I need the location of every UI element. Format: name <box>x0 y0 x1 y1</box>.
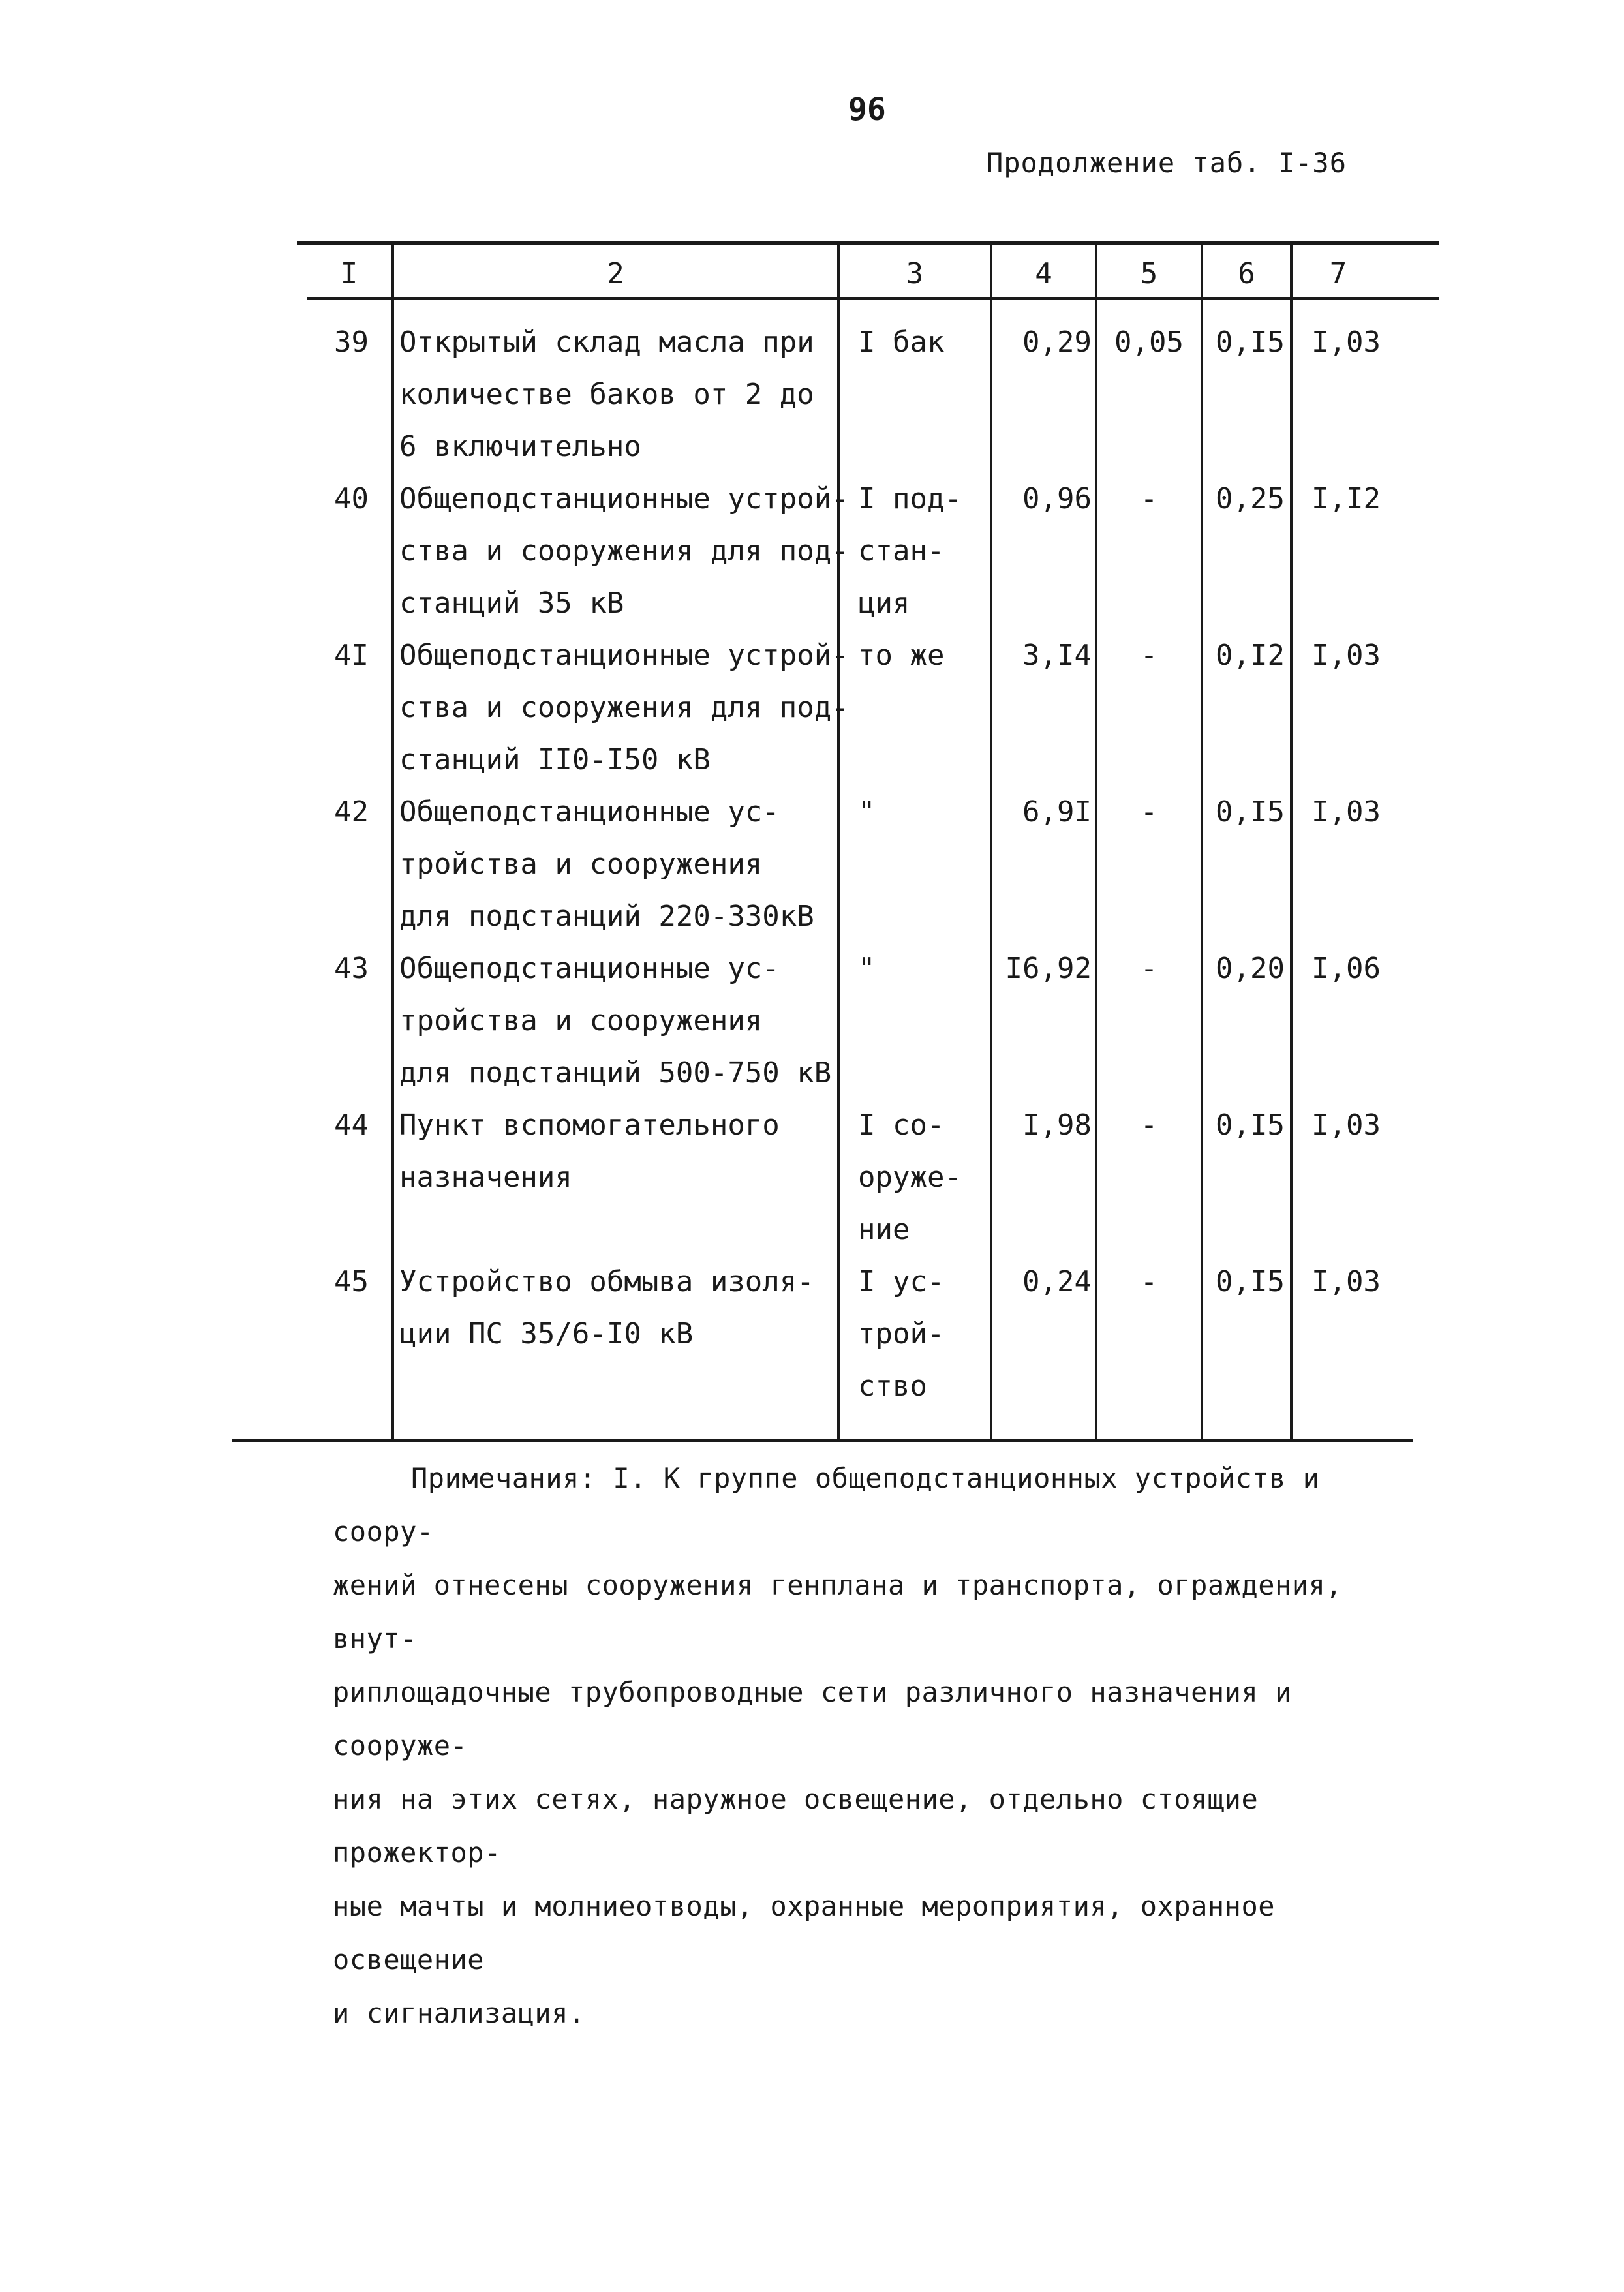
row-name-line: Общеподстанционные ус- <box>399 795 780 829</box>
row-number: 40 <box>334 482 369 515</box>
value-col5: - <box>1140 1108 1158 1142</box>
row-unit-line: ние <box>858 1213 910 1246</box>
row-name-line: количестве баков от 2 до <box>399 378 814 411</box>
row-name-line: Открытый склад масла при <box>399 326 814 359</box>
column-divider <box>1290 243 1293 1439</box>
value-col5: - <box>1140 482 1158 515</box>
row-name-line: 6 включительно <box>399 430 641 463</box>
header-cell: 2 <box>607 257 624 290</box>
header-cell: 3 <box>906 257 924 290</box>
row-name-line: назначения <box>399 1161 572 1194</box>
value-col4: 6,9I <box>1022 795 1092 829</box>
row-number: 42 <box>334 795 369 829</box>
value-col7: I,06 <box>1311 952 1381 985</box>
row-name-line: Устройство обмыва изоля- <box>399 1265 814 1298</box>
row-unit-line: оруже- <box>858 1161 962 1194</box>
row-number: 45 <box>334 1265 369 1298</box>
value-col7: I,03 <box>1311 1108 1381 1142</box>
row-name-line: станций 35 кВ <box>399 587 624 620</box>
row-name-line: Пункт вспомогательного <box>399 1108 780 1142</box>
row-number: 44 <box>334 1108 369 1142</box>
row-unit-line: ция <box>858 587 910 620</box>
value-col6: 0,I5 <box>1216 795 1285 829</box>
row-number: 39 <box>334 326 369 359</box>
note-line: ния на этих сетях, наружное освещение, отдельно стоящие прожектор- <box>333 1783 1259 1869</box>
row-number: 4I <box>334 639 369 672</box>
row-unit-line: то же <box>858 639 945 672</box>
row-name-line: Общеподстанционные устрой- <box>399 482 849 515</box>
value-col4: 0,24 <box>1022 1265 1092 1298</box>
value-col6: 0,I5 <box>1216 326 1285 359</box>
value-col5: - <box>1140 639 1158 672</box>
row-name-line: для подстанций 220-330кВ <box>399 900 814 933</box>
value-col7: I,03 <box>1311 795 1381 829</box>
value-col7: I,03 <box>1311 639 1381 672</box>
row-unit-line: I бак <box>858 326 945 359</box>
value-col4: 0,29 <box>1022 326 1092 359</box>
header-cell: 7 <box>1329 257 1347 290</box>
note-line: ные мачты и молниеотводы, охранные мероприятия, охранное освещение <box>333 1890 1276 1976</box>
value-col6: 0,25 <box>1216 482 1285 515</box>
row-name-line: ства и сооружения для под- <box>399 534 849 568</box>
value-col7: I,03 <box>1311 1265 1381 1298</box>
table-top-rule <box>297 241 1439 245</box>
row-name-line: Общеподстанционные ус- <box>399 952 780 985</box>
row-name-line: ции ПС 35/6-I0 кВ <box>399 1317 694 1351</box>
table-bottom-rule <box>232 1439 1413 1442</box>
note-line: и сигнализация. <box>333 1997 585 2029</box>
row-unit-line: ство <box>858 1369 927 1403</box>
value-col6: 0,20 <box>1216 952 1285 985</box>
row-name-line: тройства и сооружения <box>399 848 763 881</box>
page-number: 96 <box>848 91 886 128</box>
value-col4: I,98 <box>1022 1108 1092 1142</box>
row-unit-line: I под- <box>858 482 962 515</box>
row-unit-line: стан- <box>858 534 945 568</box>
value-col4: 3,I4 <box>1022 639 1092 672</box>
column-divider <box>391 243 394 1439</box>
row-name-line: для подстанций 500-750 кВ <box>399 1056 832 1090</box>
header-cell: 5 <box>1140 257 1158 290</box>
value-col5: - <box>1140 1265 1158 1298</box>
header-cell: I <box>340 257 358 290</box>
value-col6: 0,I5 <box>1216 1108 1285 1142</box>
value-col5: - <box>1140 795 1158 829</box>
column-divider <box>837 243 840 1439</box>
table-continuation-caption: Продолжение таб. I-36 <box>986 147 1347 179</box>
table-notes <box>333 1452 1416 2040</box>
value-col7: I,03 <box>1311 326 1381 359</box>
row-unit-line: I со- <box>858 1108 945 1142</box>
row-name-line: станций II0-I50 кВ <box>399 743 711 776</box>
value-col4: 0,96 <box>1022 482 1092 515</box>
row-name-line: Общеподстанционные устрой- <box>399 639 849 672</box>
row-unit-line: " <box>858 795 876 829</box>
row-unit-line: " <box>858 952 876 985</box>
note-line: жений отнесены сооружения генплана и транспорта, ограждения, внут- <box>333 1569 1343 1655</box>
table-header-rule <box>307 297 1439 300</box>
row-unit-line: I ус- <box>858 1265 945 1298</box>
header-cell: 4 <box>1035 257 1052 290</box>
note-line: Примечания: I. К группе общеподстанционных устройств и соору- <box>333 1462 1320 1548</box>
row-name-line: ства и сооружения для под- <box>399 691 849 724</box>
value-col6: 0,I5 <box>1216 1265 1285 1298</box>
value-col5: - <box>1140 952 1158 985</box>
header-cell: 6 <box>1238 257 1255 290</box>
row-number: 43 <box>334 952 369 985</box>
row-name-line: тройства и сооружения <box>399 1004 763 1037</box>
value-col6: 0,I2 <box>1216 639 1285 672</box>
row-unit-line: трой- <box>858 1317 945 1351</box>
value-col5: 0,05 <box>1114 326 1184 359</box>
note-line: риплощадочные трубопроводные сети различного назначения и сооруже- <box>333 1676 1292 1762</box>
value-col7: I,I2 <box>1311 482 1381 515</box>
value-col4: I6,92 <box>1005 952 1092 985</box>
